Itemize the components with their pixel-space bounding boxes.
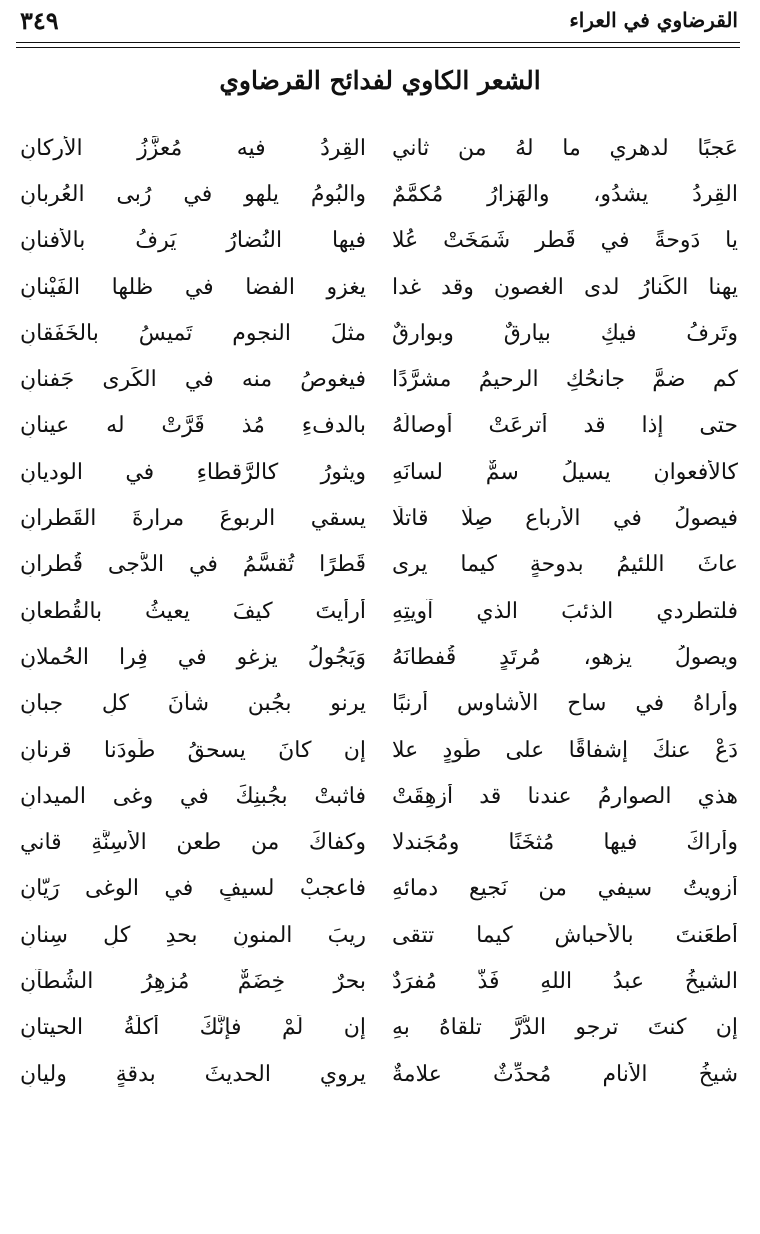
verse-line [20,218,738,264]
verse-second-hemistich: بحرٌ خِضَمٌّ مُزهِرُ الشُطآنِ [20,968,366,994]
verse-second-hemistich: فيغوصُ منه في الكَرى جَفنانِ [20,367,366,393]
verse-line [20,356,738,402]
verse-line [20,310,738,356]
verse-second-hemistich: فاثبتْ بجُبنِكَ في وغى الميدانِ [20,783,366,809]
poem-title: الشعر الكاوي لفدائح القرضاوي [219,66,541,95]
verse-second-hemistich: يرنو بجُبنٍ شأنَ كلِ جبانِ [20,691,366,717]
verse-line [20,773,738,819]
verse-second-hemistich: وَيَجُولُ يزغو في فِرا الحُملانِ [20,644,366,670]
verse-line [20,727,738,773]
verse-second-hemistich: وكفاكَ من طعنِ الأسِنَّةِ قاني [20,830,366,856]
verse-first-hemistich: يا دَوحةً في قَطرِ شَمَخَتْ عُلا [392,228,738,254]
verse-second-hemistich: إن لَمْ فإنَّكَ أُكلَةُ الحيتانِ [20,1015,366,1041]
verse-second-hemistich: القِردُ فيه مُعزَّزُ الأركانِ [20,135,366,161]
verse-second-hemistich: يروي الحديثَ بدقةٍ وليانِ [20,1061,366,1087]
verse-line [20,1051,738,1097]
verse-first-hemistich: وأراكَ فيها مُثخَنًا ومُجَندلا [392,830,738,856]
verse-line [20,171,738,217]
verse-line [20,634,738,680]
verse-second-hemistich: إن كانَ يسحقُ طَودَنا قرنانِ [20,737,366,763]
verse-first-hemistich: وأراهُ في ساحِ الأشاوسِ أرنبًا [392,691,738,717]
verse-first-hemistich: حتى إذا قد أُترِعَتْ أوصالُهُ [392,413,738,439]
verse-line [20,681,738,727]
header-rule-secondary [16,47,740,48]
verse-first-hemistich: ويصولُ يزهو، مُرتَدٍ قُفطانَهُ [392,644,738,670]
verse-first-hemistich: فلتطردي الذئبَ الذي آويتِهِ [392,598,738,624]
verse-line [20,866,738,912]
running-title: القرضاوي في العراء [569,8,738,32]
verse-line [20,449,738,495]
poem-verses [20,125,738,1097]
verse-line [20,403,738,449]
verse-line [20,1005,738,1051]
verse-second-hemistich: قَطرًا تُقسَّمُ في الدُّجى قُطرانِ [20,552,366,578]
verse-line [20,264,738,310]
verse-line [20,912,738,958]
verse-second-hemistich: فاعجبْ لسيفٍ في الوغى رَيّانِ [20,876,366,902]
verse-second-hemistich: أرأيتَ كيفَ يعيثُ بالقُطعانِ [20,598,366,624]
verse-first-hemistich: وتَرِفُ فيكِ بيارقٌ وبوارقٌ [392,320,738,346]
verse-second-hemistich: والبُومُ يلهو في رُبى العُربانِ [20,181,366,207]
verse-line [20,495,738,541]
verse-first-hemistich: إن كنتَ ترجو الدُّرَّ تلقاهُ بهِ [392,1015,738,1041]
verse-first-hemistich: فيصولُ في الأرباعِ صِلًّا قاتلًا [392,506,738,532]
verse-line [20,958,738,1004]
verse-first-hemistich: عاثَ اللئيمُ بدوحةٍ كيما يرى [392,552,738,578]
verse-line [20,125,738,171]
verse-first-hemistich: عَجبًا لدهري ما لهُ من ثاني [392,135,738,161]
verse-first-hemistich: كالأفعوانِ يسيلُ سمٌّ لسانَهِ [392,459,738,485]
verse-first-hemistich: القِردُ يشدُو، والهَزارُ مُكمَّمٌ [392,181,738,207]
running-header [20,2,738,38]
verse-second-hemistich: فيها النُضارُ يَرِفُ بالأفنانِ [20,228,366,254]
verse-second-hemistich: ريبَ المنونِ بحدِ كلِ سِنانِ [20,922,366,948]
verse-second-hemistich: ويثورُ كالرَّقطاءِ في الوديانِ [20,459,366,485]
verse-first-hemistich: هذي الصوارمُ عندنا قد أُزهِقَتْ [392,783,738,809]
verse-second-hemistich: مثلَ النجومِ تَميسُ بالخَفَقانِ [20,320,366,346]
verse-first-hemistich: الشيخُ عبدُ اللهِ فَذٌّ مُفرَدٌ [392,968,738,994]
verse-second-hemistich: يغزو الفضا في ظلها الفَيْنانِ [20,274,366,300]
page-number: ٣٤٩ [20,5,59,35]
header-rule [16,42,740,43]
verse-line [20,542,738,588]
verse-first-hemistich: أطعَنتَ بالأحباشِ كيما تتقى [392,922,738,948]
verse-first-hemistich: كم ضمَّ جانحُكِ الرحيمُ مشرَّدًا [392,367,738,393]
verse-first-hemistich: يهنا الكَنارُ لدى الغصونِ وقد غدا [392,274,738,300]
verse-line [20,819,738,865]
verse-first-hemistich: دَعْ عنكَ إشفاقًا على طَودٍ علا [392,737,738,763]
verse-first-hemistich: أزويتُ سيفي من نَجيعِ دمائهِ [392,876,738,902]
verse-second-hemistich: بالدفءِ مُذ قَرَّتْ له عينانِ [20,413,366,439]
verse-first-hemistich: شيخُ الأنامِ مُحدِّثٌ علامةٌ [392,1061,738,1087]
verse-second-hemistich: يسقي الربوعَ مرارةَ القَطرانِ [20,506,366,532]
verse-line [20,588,738,634]
